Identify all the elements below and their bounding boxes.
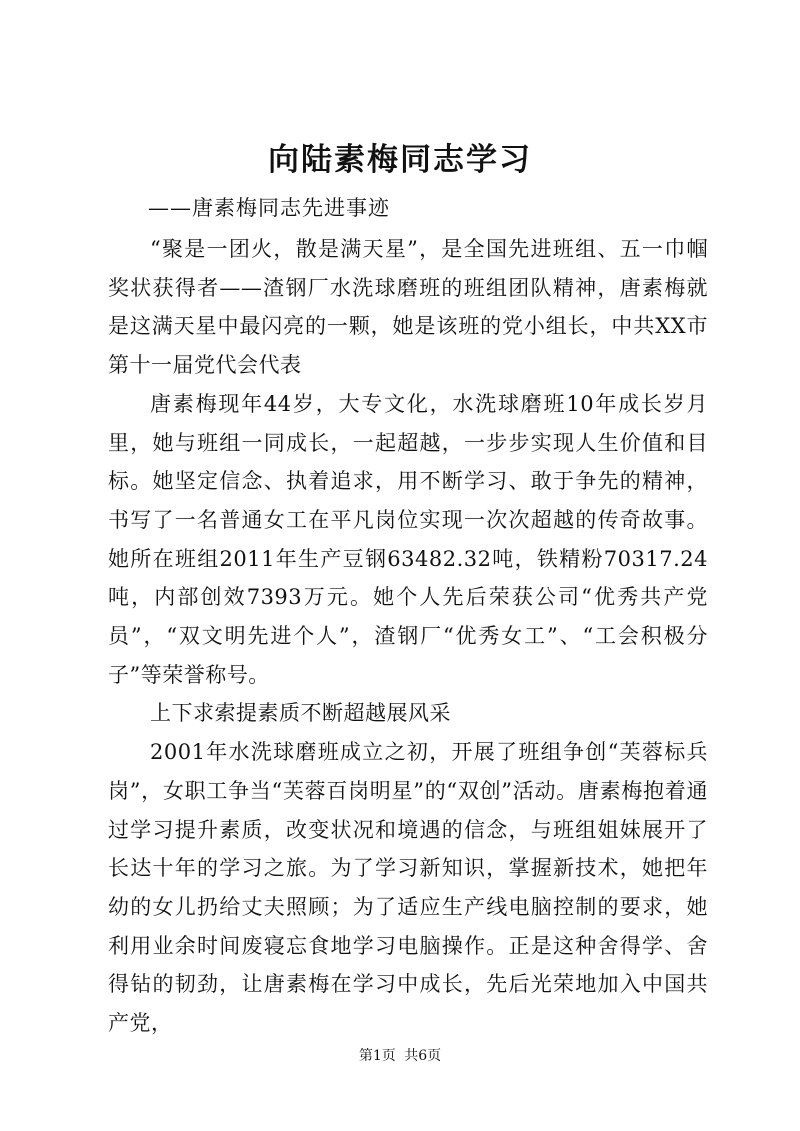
- page-total: 共6页: [404, 1048, 442, 1064]
- page-number: 第1页: [358, 1048, 396, 1064]
- paragraph-study: 2001年水洗球磨班成立之初，开展了班组争创“芙蓉标兵岗”，女职工争当“芙蓉百岗明星”的“双创”活动。唐素梅抱着通过学习提升素质，改变状况和境遇的信念，与班组姐妹展开了长达十年的学习之旅。为了学习新知识，掌握新技术，她把年幼的女儿扔给丈夫照顾；为了适应生产线电脑控制的要求，她利用业余时间废寝忘食地学习电脑操作。正是这种舍得学、舍得钻的韧劲，让唐素梅在学习中成长，先后光荣地加入中国共产党，: [108, 740, 708, 1036]
- paragraph-intro: “聚是一团火，散是满天星”，是全国先进班组、五一巾帼奖状获得者——渣钢厂水洗球磨班的班组团队精神，唐素梅就是这满天星中最闪亮的一颗，她是该班的党小组长，中共XX市第十一届党代会代表: [108, 237, 708, 378]
- page-subtitle: ——唐素梅同志先进事迹: [148, 196, 390, 220]
- page-footer: [0, 1046, 800, 1066]
- section-heading: 上下求索提素质不断超越展风采: [150, 701, 451, 726]
- document-body: [108, 230, 708, 1043]
- page-title: 向陆素梅同志学习: [268, 142, 532, 178]
- paragraph-profile: 唐素梅现年44岁，大专文化，水洗球磨班10年成长岁月里，她与班组一同成长，一起超越，一步步实现人生价值和目标。她坚定信念、执着追求，用不断学习、敢于争先的精神，书写了一名普通女工在平凡岗位实现一次次超越的传奇故事。她所在班组2011年生产豆钢63482.32吨，铁精粉70317.24吨，内部创效7393万元。她个人先后荣获公司“优秀共产党员”，“双文明先进个人”，渣钢厂“优秀女工”、“工会积极分子”等荣誉称号。: [108, 391, 708, 687]
